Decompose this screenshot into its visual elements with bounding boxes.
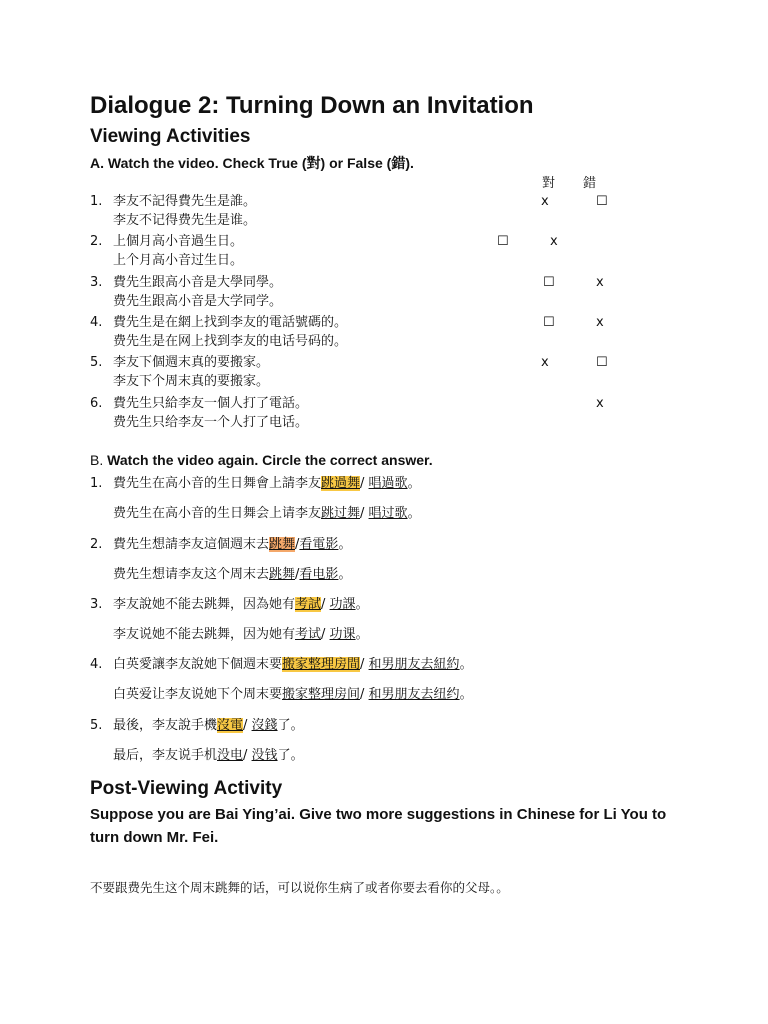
prompt-text: 李友說她不能去跳舞，因為她有 <box>113 597 296 612</box>
option-separator: / <box>321 597 330 612</box>
option-selected[interactable]: 跳過舞 <box>321 476 361 491</box>
suffix-text: 。 <box>459 657 473 672</box>
item-simplified: 上个月高小音过生日。 <box>113 253 244 268</box>
option-separator: / <box>360 657 369 672</box>
option[interactable]: 唱過歌 <box>368 476 408 491</box>
option-separator: / <box>360 476 369 491</box>
option-selected[interactable]: 搬家整理房間 <box>282 657 361 672</box>
option-separator: / <box>295 537 300 552</box>
item-simplified <box>113 746 304 766</box>
option[interactable]: 看電影 <box>299 537 339 552</box>
option-separator: / <box>295 567 300 582</box>
suffix-text: 。 <box>407 476 421 491</box>
item-traditional <box>113 535 351 555</box>
part-b-instruction <box>90 452 433 468</box>
prompt-text: 费先生想请李友这个周末去 <box>113 567 270 582</box>
prompt-text: 李友说她不能去跳舞，因为她有 <box>113 627 296 642</box>
page-title: Dialogue 2: Turning Down an Invitation <box>90 92 534 119</box>
prompt-text: 费先生在高小音的生日舞会上请李友 <box>113 506 322 521</box>
suffix-text: 。 <box>407 506 421 521</box>
option[interactable]: 跳过舞 <box>321 506 361 521</box>
option-selected[interactable]: 考試 <box>295 597 322 612</box>
suffix-text: 。 <box>355 597 369 612</box>
option[interactable]: 和男朋友去纽约 <box>368 687 460 702</box>
item-simplified: 李友不记得费先生是谁。 <box>113 213 257 228</box>
item-number: 3. <box>90 275 103 290</box>
false-column-header: 錯 <box>583 176 597 191</box>
option-separator: / <box>360 506 369 521</box>
false-checkbox[interactable]: x <box>596 275 604 290</box>
item-number: 2. <box>90 537 103 552</box>
item-number: 5. <box>90 718 103 733</box>
part-a-label: A. <box>90 155 104 171</box>
item-traditional <box>113 595 369 615</box>
item-traditional: 李友不記得費先生是誰。 <box>113 194 257 209</box>
option-selected[interactable]: 沒電 <box>217 718 244 733</box>
item-number: 2. <box>90 234 103 249</box>
prompt-text: 白英爱让李友说她下个周末要 <box>113 687 283 702</box>
item-number: 6. <box>90 396 103 411</box>
false-checkbox[interactable]: x <box>596 396 604 411</box>
suffix-text: 。 <box>338 567 352 582</box>
prompt-text: 白英愛讓李友說她下個週末要 <box>113 657 283 672</box>
extra-checkbox[interactable]: ☐ <box>497 234 509 249</box>
item-simplified <box>113 685 473 705</box>
true-checkbox[interactable]: x <box>541 194 549 209</box>
part-a-instruction <box>90 153 414 173</box>
prompt-text: 最後，李友說手機 <box>113 718 218 733</box>
item-traditional <box>113 474 421 494</box>
true-checkbox[interactable]: ☐ <box>543 315 555 330</box>
item-simplified: 费先生跟高小音是大学同学。 <box>113 294 283 309</box>
option[interactable]: 功課 <box>329 597 356 612</box>
post-viewing-answer[interactable]: 不要跟费先生这个周末跳舞的话，可以说你生病了或者你要去看你的父母。。 <box>90 880 509 895</box>
part-b-label: B. <box>90 452 104 468</box>
false-checkbox[interactable]: ☐ <box>596 355 608 370</box>
item-simplified: 费先生只给李友一个人打了电话。 <box>113 415 309 430</box>
prompt-text: 最后，李友说手机 <box>113 748 218 763</box>
option[interactable]: 功课 <box>329 627 356 642</box>
item-number: 4. <box>90 657 103 672</box>
item-number: 1. <box>90 476 103 491</box>
item-simplified: 李友下个周末真的要搬家。 <box>113 374 270 389</box>
item-simplified <box>113 625 369 645</box>
option[interactable]: 跳舞 <box>269 567 296 582</box>
true-column-header: 對 <box>542 176 556 191</box>
option[interactable]: 看电影 <box>299 567 339 582</box>
suffix-text: 。 <box>338 537 352 552</box>
post-viewing-prompt: Suppose you are Bai Ying’ai. Give two more suggestions in Chinese for Li You to turn down Mr. Fei. <box>90 806 667 846</box>
option-selected[interactable]: 跳舞 <box>269 537 296 552</box>
item-number: 3. <box>90 597 103 612</box>
true-checkbox[interactable]: x <box>541 355 549 370</box>
viewing-activities-heading: Viewing Activities <box>90 126 251 147</box>
option-separator: / <box>360 687 369 702</box>
option[interactable]: 没电 <box>217 748 244 763</box>
item-traditional: 上個月高小音過生日。 <box>113 234 244 249</box>
item-simplified: 费先生是在网上找到李友的电话号码的。 <box>113 334 348 349</box>
item-simplified <box>113 504 421 524</box>
suffix-text: 。 <box>459 687 473 702</box>
option[interactable]: 沒錢 <box>251 718 278 733</box>
item-traditional <box>113 655 473 675</box>
option[interactable]: 没钱 <box>251 748 278 763</box>
suffix-text: 。 <box>355 627 369 642</box>
item-simplified <box>113 565 351 585</box>
item-number: 5. <box>90 355 103 370</box>
true-checkbox[interactable]: x <box>550 234 558 249</box>
false-checkbox[interactable]: ☐ <box>596 194 608 209</box>
option-separator: / <box>321 627 330 642</box>
option[interactable]: 考试 <box>295 627 322 642</box>
true-checkbox[interactable]: ☐ <box>543 275 555 290</box>
item-traditional: 李友下個週末真的要搬家。 <box>113 355 270 370</box>
part-b-text: Watch the video again. Circle the correct answer. <box>107 452 433 468</box>
part-a-text: Watch the video. Check True (對) or False (錯). <box>107 155 414 171</box>
prompt-text: 費先生想請李友這個週末去 <box>113 537 270 552</box>
item-traditional <box>113 716 304 736</box>
item-traditional: 費先生只給李友一個人打了電話。 <box>113 396 309 411</box>
item-number: 4. <box>90 315 103 330</box>
option[interactable]: 唱过歌 <box>368 506 408 521</box>
prompt-text: 費先生在高小音的生日舞會上請李友 <box>113 476 322 491</box>
option-separator: / <box>243 718 252 733</box>
option-separator: / <box>243 748 252 763</box>
option[interactable]: 搬家整理房间 <box>282 687 361 702</box>
suffix-text: 了。 <box>277 748 304 763</box>
item-traditional: 費先生是在網上找到李友的電話號碼的。 <box>113 315 348 330</box>
false-checkbox[interactable]: x <box>596 315 604 330</box>
item-number: 1. <box>90 194 103 209</box>
item-traditional: 費先生跟高小音是大學同學。 <box>113 275 283 290</box>
post-viewing-heading: Post-Viewing Activity <box>90 778 283 799</box>
suffix-text: 了。 <box>277 718 304 733</box>
option[interactable]: 和男朋友去紐約 <box>368 657 460 672</box>
